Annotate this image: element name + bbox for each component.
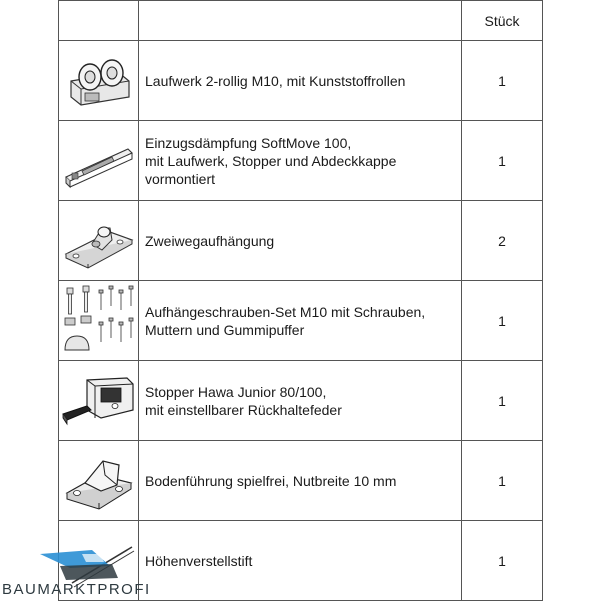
header-image-cell xyxy=(59,1,139,41)
image-cell xyxy=(59,441,139,521)
header-quantity-cell: Stück xyxy=(462,1,543,41)
item-quantity: 1 xyxy=(462,441,543,521)
table-header-row xyxy=(59,1,543,41)
parts-table xyxy=(58,0,541,600)
item-quantity: 2 xyxy=(462,201,543,281)
suspension-bracket-icon xyxy=(62,210,136,272)
item-description: Bodenführung spielfrei, Nutbreite 10 mm xyxy=(139,441,462,521)
item-description: Einzugsdämpfung SoftMove 100, mit Laufwerk, Stopper und Abdeckkappe vormontiert xyxy=(139,121,462,201)
softmove-damper-icon xyxy=(62,131,136,191)
image-cell xyxy=(59,41,139,121)
image-cell xyxy=(59,361,139,441)
header-description-cell xyxy=(139,1,462,41)
item-quantity: 1 xyxy=(462,41,543,121)
stopper-icon xyxy=(61,370,137,432)
logo-text: BAUMARKTPROFI xyxy=(2,581,151,598)
floor-guide-icon xyxy=(63,449,135,513)
item-description: Aufhängeschrauben-Set M10 mit Schrauben, Muttern und Gummipuffer xyxy=(139,281,462,361)
item-description: Laufwerk 2-rollig M10, mit Kunststoffrollen xyxy=(139,41,462,121)
item-quantity: 1 xyxy=(462,281,543,361)
item-description: Stopper Hawa Junior 80/100, mit einstellbarer Rückhaltefeder xyxy=(139,361,462,441)
item-quantity: 1 xyxy=(462,361,543,441)
logo-mark-icon xyxy=(0,548,170,582)
image-cell xyxy=(59,201,139,281)
roller-carriage-icon xyxy=(63,51,135,111)
screw-set-icon xyxy=(61,284,137,358)
item-quantity: 1 xyxy=(462,121,543,201)
table-row xyxy=(59,281,543,361)
table-row xyxy=(59,201,543,281)
image-cell xyxy=(59,121,139,201)
table-row xyxy=(59,441,543,521)
item-description: Zweiwegaufhängung xyxy=(139,201,462,281)
table-row xyxy=(59,361,543,441)
item-quantity: 1 xyxy=(462,521,543,601)
baumarktprofi-logo xyxy=(0,548,170,600)
image-cell xyxy=(59,281,139,361)
table-row xyxy=(59,121,543,201)
table-row xyxy=(59,41,543,121)
item-description: Höhenverstellstift xyxy=(139,521,462,601)
